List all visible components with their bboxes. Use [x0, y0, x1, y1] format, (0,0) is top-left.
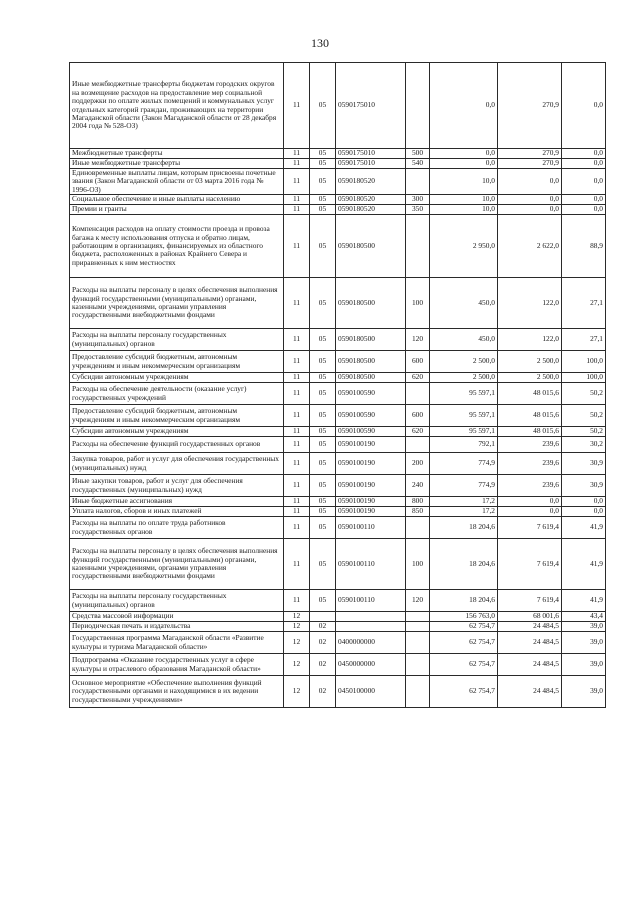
row-subsection: 05 [310, 427, 336, 437]
row-target-code: 0590180500 [336, 215, 406, 278]
row-percent: 39,0 [562, 654, 606, 676]
row-planned: 2 500,0 [430, 373, 498, 383]
row-name: Расходы на выплаты персоналу в целях обеспечения выполнения функций государственными (муниципальными) органами, казенными учреждениями, органами управления государственными внебюджетными фондами [70, 539, 284, 590]
row-subsection: 05 [310, 63, 336, 149]
row-name: Компенсация расходов на оплату стоимости проезда и провоза багажа к месту использования отпуска и обратно лицам, работающим в организациях, финансируемых из областного бюджета, расположенных в районах Крайнего Севера и приравненных к ним местностях [70, 215, 284, 278]
row-planned: 95 597,1 [430, 405, 498, 427]
row-planned: 18 204,6 [430, 539, 498, 590]
row-target-code: 0400000000 [336, 632, 406, 654]
row-section: 11 [284, 215, 310, 278]
row-subsection: 05 [310, 205, 336, 215]
row-percent: 41,9 [562, 517, 606, 539]
row-actual: 270,9 [498, 159, 562, 169]
row-name: Основное мероприятие «Обеспечение выполнения функций государственными органами и находящимися в их ведении государственными учреждениями» [70, 676, 284, 708]
row-percent: 50,2 [562, 383, 606, 405]
row-section: 11 [284, 590, 310, 612]
row-section: 11 [284, 405, 310, 427]
row-expense-type [406, 169, 430, 195]
row-actual: 24 484,5 [498, 676, 562, 708]
row-percent: 0,0 [562, 195, 606, 205]
row-target-code: 0590100190 [336, 453, 406, 475]
row-expense-type [406, 215, 430, 278]
row-expense-type: 200 [406, 453, 430, 475]
row-section: 11 [284, 453, 310, 475]
row-section: 12 [284, 676, 310, 708]
row-expense-type: 300 [406, 195, 430, 205]
table-row [70, 215, 606, 278]
row-percent: 0,0 [562, 169, 606, 195]
row-planned: 62 754,7 [430, 622, 498, 632]
row-percent: 43,4 [562, 612, 606, 622]
row-expense-type: 120 [406, 329, 430, 351]
row-subsection: 02 [310, 654, 336, 676]
row-name: Иные закупки товаров, работ и услуг для обеспечения государственных (муниципальных) нужд [70, 475, 284, 497]
row-percent: 0,0 [562, 507, 606, 517]
row-actual: 48 015,6 [498, 427, 562, 437]
row-section: 11 [284, 383, 310, 405]
row-subsection: 05 [310, 159, 336, 169]
table-row [70, 149, 606, 159]
row-name: Расходы на выплаты персоналу государственных (муниципальных) органов [70, 590, 284, 612]
row-subsection: 05 [310, 351, 336, 373]
row-expense-type: 850 [406, 507, 430, 517]
row-target-code: 0590180500 [336, 373, 406, 383]
row-subsection: 05 [310, 149, 336, 159]
table-row [70, 205, 606, 215]
row-subsection: 05 [310, 475, 336, 497]
row-percent: 41,9 [562, 590, 606, 612]
row-target-code: 0590180500 [336, 351, 406, 373]
row-percent: 50,2 [562, 427, 606, 437]
row-target-code: 0590180520 [336, 205, 406, 215]
row-actual: 24 484,5 [498, 622, 562, 632]
row-planned: 10,0 [430, 195, 498, 205]
row-section: 11 [284, 497, 310, 507]
row-actual: 48 015,6 [498, 383, 562, 405]
row-subsection: 05 [310, 329, 336, 351]
row-actual: 2 622,0 [498, 215, 562, 278]
row-section: 11 [284, 507, 310, 517]
row-planned: 10,0 [430, 205, 498, 215]
row-subsection: 05 [310, 539, 336, 590]
row-expense-type: 240 [406, 475, 430, 497]
row-name: Предоставление субсидий бюджетным, автономным учреждениям и иным некоммерческим организациям [70, 351, 284, 373]
row-percent: 50,2 [562, 405, 606, 427]
row-planned: 774,9 [430, 453, 498, 475]
row-section: 11 [284, 205, 310, 215]
row-percent: 30,9 [562, 453, 606, 475]
row-actual: 24 484,5 [498, 632, 562, 654]
row-name: Расходы на обеспечение деятельности (оказание услуг) государственных учреждений [70, 383, 284, 405]
table-row [70, 278, 606, 329]
row-section: 11 [284, 63, 310, 149]
row-name: Уплата налогов, сборов и иных платежей [70, 507, 284, 517]
row-target-code: 0590100190 [336, 475, 406, 497]
table-row [70, 590, 606, 612]
row-target-code: 0590180520 [336, 169, 406, 195]
row-section: 11 [284, 149, 310, 159]
row-percent: 27,1 [562, 329, 606, 351]
row-expense-type: 350 [406, 205, 430, 215]
table-row [70, 632, 606, 654]
table-row [70, 169, 606, 195]
table-row [70, 622, 606, 632]
row-subsection: 05 [310, 373, 336, 383]
row-name: Иные межбюджетные трансферты [70, 159, 284, 169]
row-section: 11 [284, 195, 310, 205]
row-target-code [336, 612, 406, 622]
table-row [70, 475, 606, 497]
row-percent: 0,0 [562, 63, 606, 149]
row-actual: 48 015,6 [498, 405, 562, 427]
row-name: Единовременные выплаты лицам, которым присвоены почетные звания (Закон Магаданской области от 03 марта 2016 года № 1996-ОЗ) [70, 169, 284, 195]
row-planned: 0,0 [430, 159, 498, 169]
row-expense-type [406, 517, 430, 539]
table-row [70, 676, 606, 708]
table-row [70, 507, 606, 517]
row-name: Расходы на выплаты по оплате труда работников государственных органов [70, 517, 284, 539]
page-number: 130 [311, 36, 329, 50]
row-subsection: 05 [310, 195, 336, 205]
row-section: 12 [284, 654, 310, 676]
row-target-code: 0590175010 [336, 63, 406, 149]
row-expense-type: 500 [406, 149, 430, 159]
table-row [70, 612, 606, 622]
row-percent: 30,2 [562, 437, 606, 453]
row-subsection: 05 [310, 517, 336, 539]
table-body [70, 63, 606, 708]
row-target-code: 0590100590 [336, 383, 406, 405]
row-planned: 62 754,7 [430, 676, 498, 708]
row-planned: 450,0 [430, 329, 498, 351]
row-percent: 39,0 [562, 622, 606, 632]
row-target-code: 0590100190 [336, 507, 406, 517]
row-planned: 18 204,6 [430, 590, 498, 612]
table-row [70, 63, 606, 149]
row-actual: 0,0 [498, 205, 562, 215]
row-percent: 30,9 [562, 475, 606, 497]
row-section: 11 [284, 475, 310, 497]
table-row [70, 383, 606, 405]
row-section: 11 [284, 159, 310, 169]
row-name: Периодическая печать и издательства [70, 622, 284, 632]
row-name: Субсидии автономным учреждениям [70, 427, 284, 437]
row-target-code: 0590180520 [336, 195, 406, 205]
row-expense-type: 100 [406, 278, 430, 329]
row-planned: 0,0 [430, 149, 498, 159]
row-percent: 27,1 [562, 278, 606, 329]
row-section: 11 [284, 278, 310, 329]
row-section: 11 [284, 437, 310, 453]
row-section: 11 [284, 351, 310, 373]
row-expense-type: 120 [406, 590, 430, 612]
row-planned: 62 754,7 [430, 632, 498, 654]
row-actual: 0,0 [498, 507, 562, 517]
budget-table [69, 62, 606, 708]
row-planned: 17,2 [430, 507, 498, 517]
row-actual: 0,0 [498, 497, 562, 507]
table-row [70, 351, 606, 373]
row-target-code: 0590100110 [336, 590, 406, 612]
row-expense-type [406, 676, 430, 708]
row-actual: 7 619,4 [498, 590, 562, 612]
row-name: Средства массовой информации [70, 612, 284, 622]
row-expense-type [406, 612, 430, 622]
table-row [70, 427, 606, 437]
row-section: 11 [284, 329, 310, 351]
row-expense-type [406, 632, 430, 654]
row-name: Подпрограмма «Оказание государственных услуг в сфере культуры и отраслевого образования Магаданской области» [70, 654, 284, 676]
row-planned: 0,0 [430, 63, 498, 149]
row-subsection: 02 [310, 622, 336, 632]
row-target-code: 0590100110 [336, 539, 406, 590]
row-name: Закупка товаров, работ и услуг для обеспечения государственных (муниципальных) нужд [70, 453, 284, 475]
row-expense-type [406, 63, 430, 149]
row-subsection [310, 612, 336, 622]
row-name: Премии и гранты [70, 205, 284, 215]
row-subsection: 05 [310, 453, 336, 475]
row-actual: 122,0 [498, 329, 562, 351]
row-target-code: 0590100190 [336, 437, 406, 453]
row-actual: 239,6 [498, 475, 562, 497]
table-row [70, 329, 606, 351]
row-expense-type [406, 654, 430, 676]
row-section: 11 [284, 539, 310, 590]
row-name: Предоставление субсидий бюджетным, автономным учреждениям и иным некоммерческим организациям [70, 405, 284, 427]
row-subsection: 02 [310, 632, 336, 654]
row-actual: 24 484,5 [498, 654, 562, 676]
table-row [70, 437, 606, 453]
row-expense-type: 620 [406, 373, 430, 383]
row-name: Межбюджетные трансферты [70, 149, 284, 159]
row-target-code: 0590100110 [336, 517, 406, 539]
table-row [70, 195, 606, 205]
row-percent: 88,9 [562, 215, 606, 278]
row-expense-type: 540 [406, 159, 430, 169]
row-target-code: 0590100590 [336, 427, 406, 437]
row-percent: 100,0 [562, 351, 606, 373]
row-actual: 239,6 [498, 437, 562, 453]
row-percent: 0,0 [562, 205, 606, 215]
table-row [70, 517, 606, 539]
row-subsection: 05 [310, 590, 336, 612]
row-subsection: 05 [310, 405, 336, 427]
row-percent: 0,0 [562, 497, 606, 507]
row-expense-type [406, 437, 430, 453]
row-name: Расходы на выплаты персоналу государственных (муниципальных) органов [70, 329, 284, 351]
row-actual: 68 001,6 [498, 612, 562, 622]
row-expense-type: 600 [406, 405, 430, 427]
row-percent: 41,9 [562, 539, 606, 590]
row-name: Социальное обеспечение и иные выплаты населению [70, 195, 284, 205]
row-actual: 122,0 [498, 278, 562, 329]
row-percent: 39,0 [562, 632, 606, 654]
row-name: Государственная программа Магаданской области «Развитие культуры и туризма Магаданской области» [70, 632, 284, 654]
row-percent: 100,0 [562, 373, 606, 383]
row-subsection: 05 [310, 383, 336, 405]
row-planned: 156 763,0 [430, 612, 498, 622]
row-actual: 0,0 [498, 195, 562, 205]
row-subsection: 05 [310, 169, 336, 195]
row-actual: 270,9 [498, 149, 562, 159]
row-subsection: 05 [310, 437, 336, 453]
row-target-code: 0590180500 [336, 329, 406, 351]
table-row [70, 497, 606, 507]
row-expense-type: 620 [406, 427, 430, 437]
row-section: 11 [284, 517, 310, 539]
row-planned: 774,9 [430, 475, 498, 497]
row-name: Расходы на обеспечение функций государственных органов [70, 437, 284, 453]
row-expense-type: 800 [406, 497, 430, 507]
row-target-code: 0450000000 [336, 654, 406, 676]
row-target-code: 0450100000 [336, 676, 406, 708]
row-expense-type: 600 [406, 351, 430, 373]
row-planned: 17,2 [430, 497, 498, 507]
row-planned: 62 754,7 [430, 654, 498, 676]
row-subsection: 05 [310, 497, 336, 507]
row-subsection: 02 [310, 676, 336, 708]
row-actual: 2 500,0 [498, 373, 562, 383]
table-row [70, 654, 606, 676]
row-name: Расходы на выплаты персоналу в целях обеспечения выполнения функций государственными (муниципальными) органами, казенными учреждениями, органами управления государственными внебюджетными фондами [70, 278, 284, 329]
row-percent: 0,0 [562, 159, 606, 169]
row-section: 12 [284, 622, 310, 632]
row-name: Иные межбюджетные трансферты бюджетам городских округов на возмещение расходов на предоставление мер социальной поддержки по оплате жилых помещений и коммунальных услуг отдельных категорий граждан, проживающих на территории Магаданской области (Закон Магаданской области от 28 декабря 2004 года № 528-ОЗ) [70, 63, 284, 149]
row-planned: 2 500,0 [430, 351, 498, 373]
row-actual: 239,6 [498, 453, 562, 475]
row-actual: 270,9 [498, 63, 562, 149]
row-target-code: 0590175010 [336, 149, 406, 159]
row-section: 11 [284, 427, 310, 437]
table-row [70, 405, 606, 427]
table-row [70, 539, 606, 590]
row-section: 12 [284, 632, 310, 654]
row-section: 11 [284, 169, 310, 195]
row-subsection: 05 [310, 507, 336, 517]
row-target-code [336, 622, 406, 632]
row-target-code: 0590180500 [336, 278, 406, 329]
row-section: 11 [284, 373, 310, 383]
row-expense-type [406, 622, 430, 632]
row-actual: 2 500,0 [498, 351, 562, 373]
row-actual: 7 619,4 [498, 539, 562, 590]
row-planned: 450,0 [430, 278, 498, 329]
row-target-code: 0590175010 [336, 159, 406, 169]
row-planned: 18 204,6 [430, 517, 498, 539]
row-name: Субсидии автономным учреждениям [70, 373, 284, 383]
row-target-code: 0590100590 [336, 405, 406, 427]
row-planned: 792,1 [430, 437, 498, 453]
row-target-code: 0590100190 [336, 497, 406, 507]
row-section: 12 [284, 612, 310, 622]
table-row [70, 159, 606, 169]
row-expense-type [406, 383, 430, 405]
table-row [70, 373, 606, 383]
row-subsection: 05 [310, 215, 336, 278]
row-planned: 10,0 [430, 169, 498, 195]
row-planned: 95 597,1 [430, 427, 498, 437]
row-planned: 95 597,1 [430, 383, 498, 405]
row-subsection: 05 [310, 278, 336, 329]
row-name: Иные бюджетные ассигнования [70, 497, 284, 507]
row-actual: 0,0 [498, 169, 562, 195]
row-actual: 7 619,4 [498, 517, 562, 539]
row-expense-type: 100 [406, 539, 430, 590]
row-planned: 2 950,0 [430, 215, 498, 278]
table-row [70, 453, 606, 475]
row-percent: 39,0 [562, 676, 606, 708]
row-percent: 0,0 [562, 149, 606, 159]
